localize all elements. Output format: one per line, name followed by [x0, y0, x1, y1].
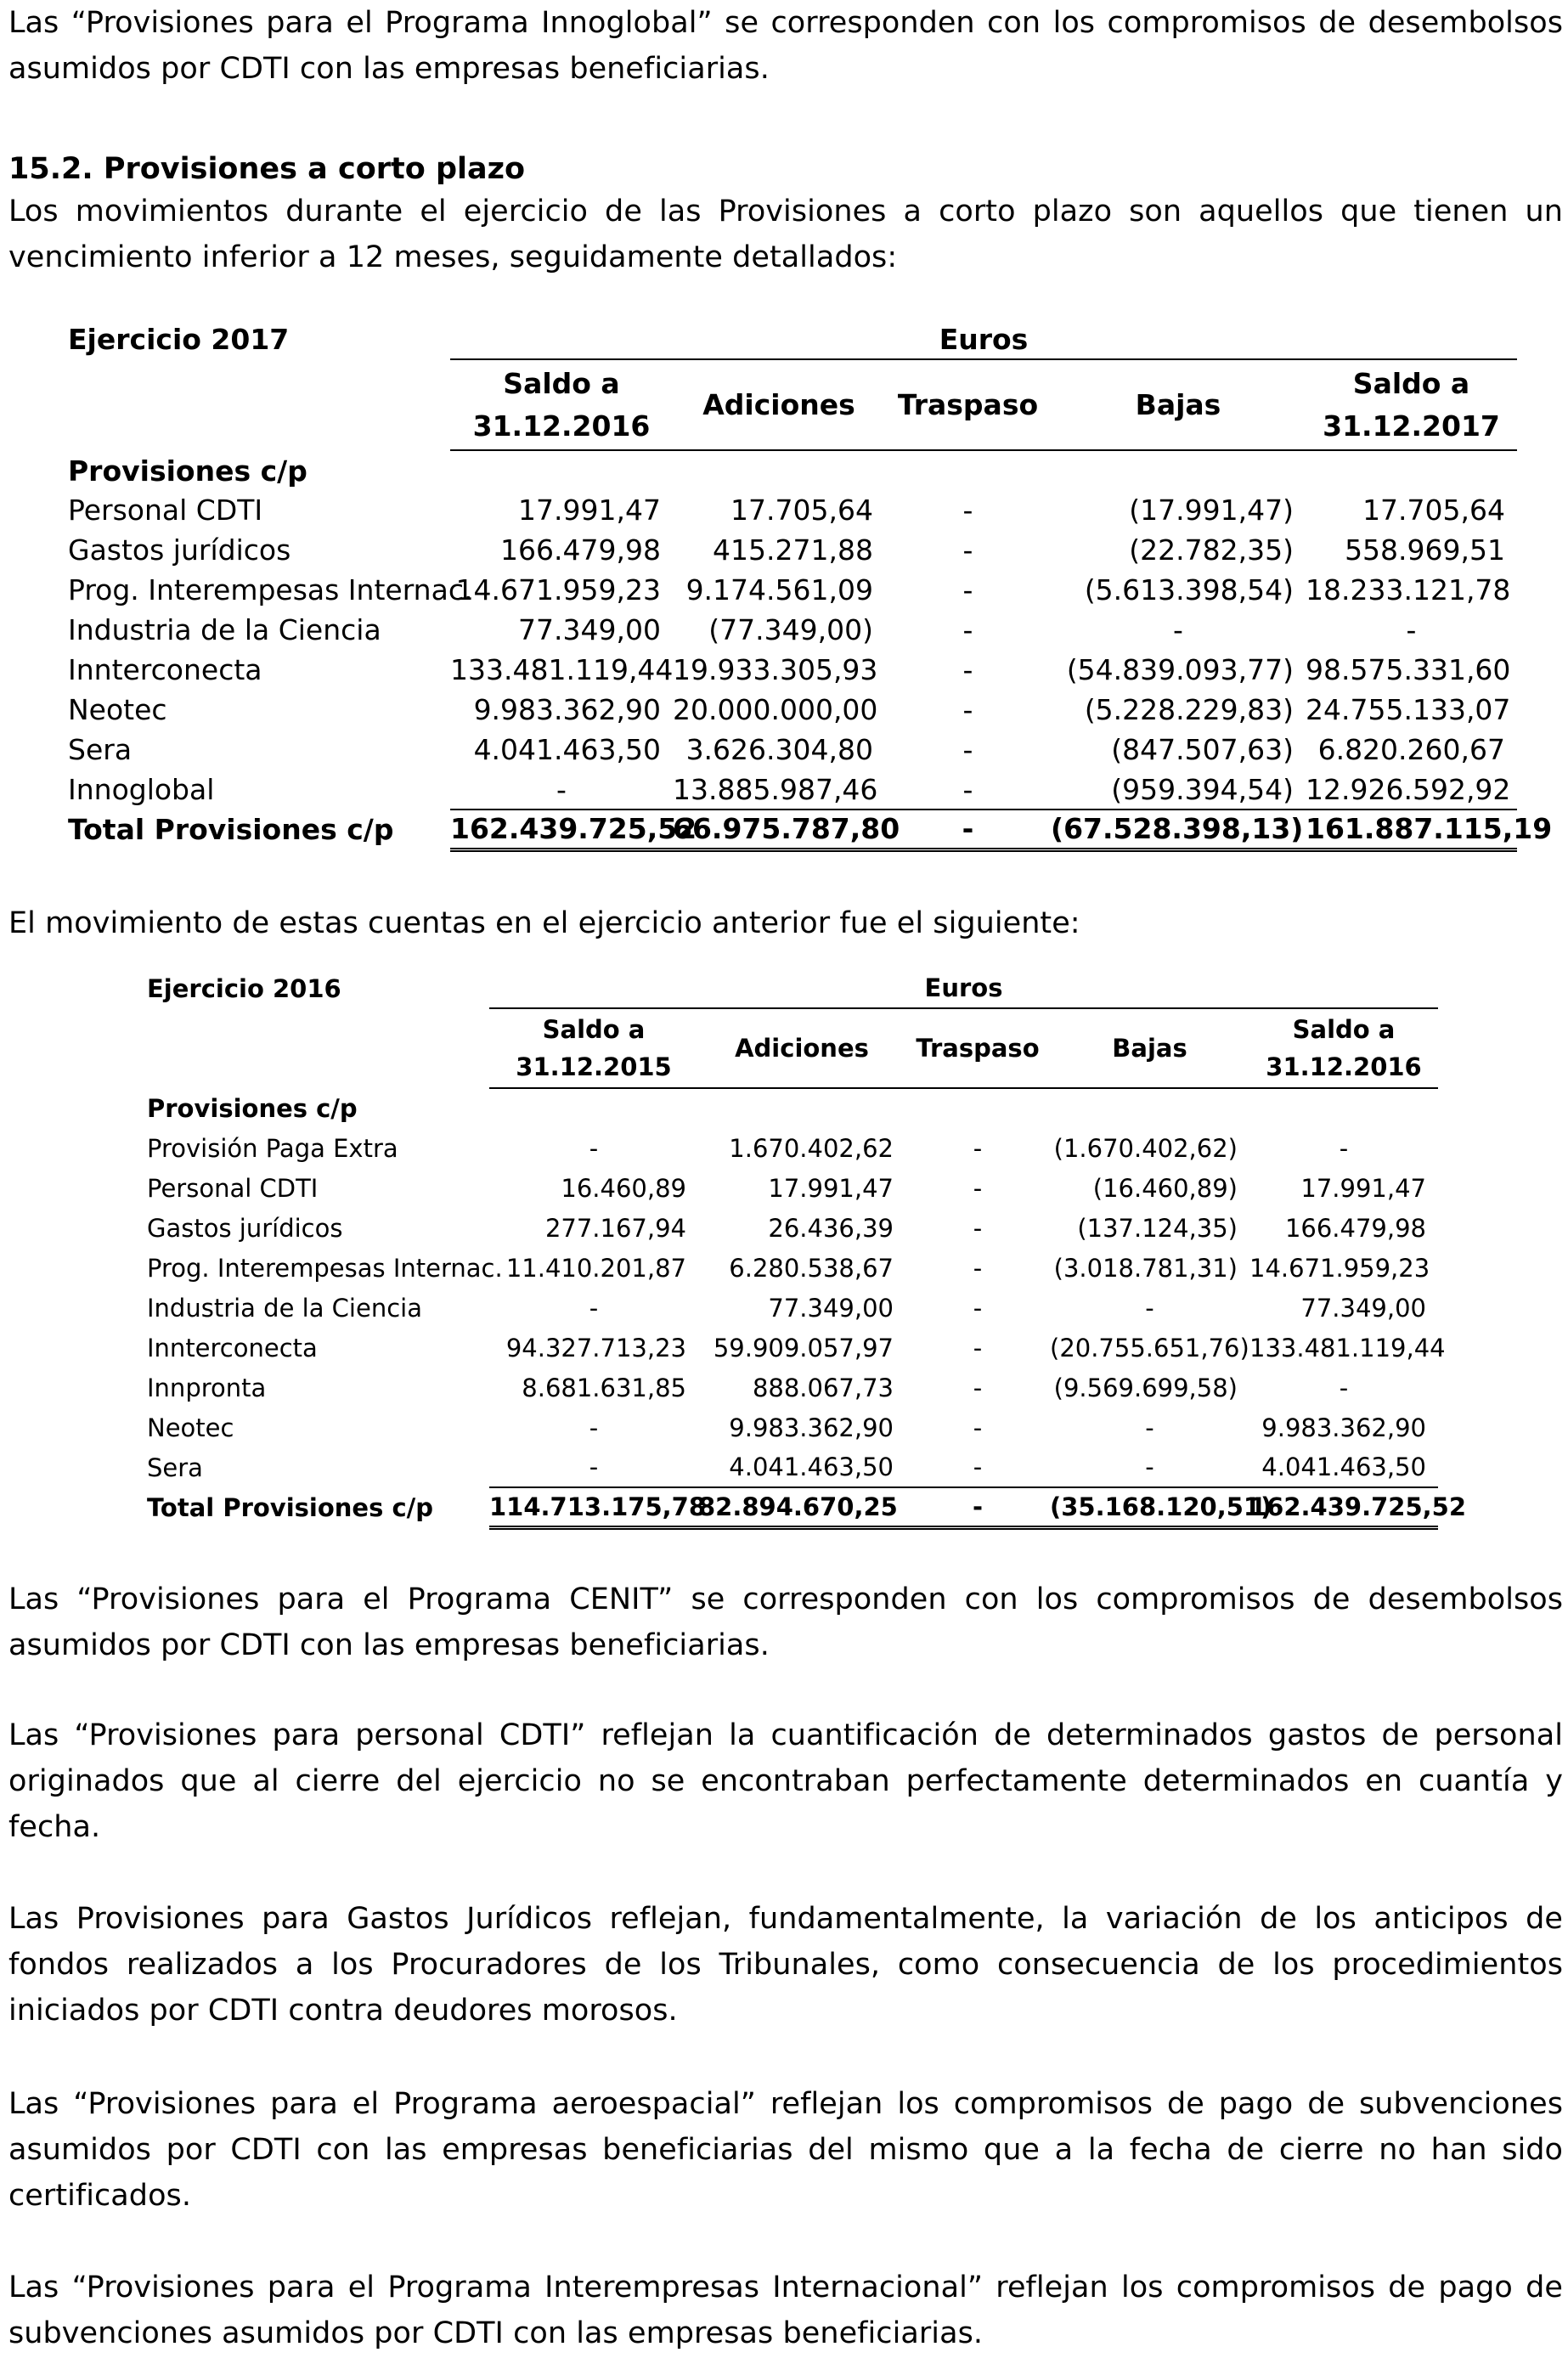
table-row: Industria de la Ciencia - 77.349,00 - - 77.349,00 [147, 1293, 1426, 1323]
table-row: Innterconecta 133.481.119,44 19.933.305,93 - (54.839.093,77) 98.575.331,60 [68, 653, 1511, 686]
currency-label: Euros [450, 319, 1517, 359]
provisions-table-2016 [147, 968, 1467, 1530]
table-row: Sera 4.041.463,50 3.626.304,80 - (847.507,63) 6.820.260,67 [68, 733, 1506, 766]
column-header-closing: Saldo a 31.12.2017 [1306, 359, 1517, 450]
table-row: Neotec - 9.983.362,90 - - 9.983.362,90 [147, 1413, 1426, 1442]
column-header-disposals: Bajas [1051, 359, 1306, 450]
column-header-transfer: Traspaso [905, 1008, 1050, 1088]
paragraph-legal-expenses: Las Provisiones para Gastos Jurídicos reflejan, fundamentalmente, la variación de los anticipos de fondos realizados a los Procuradores de los Tribunales, como consecuencia de los procedimientos iniciados por CDTI contra deudores morosos. [8, 1902, 1563, 2028]
intro-paragraph: Las “Provisiones para el Programa Innoglobal” se corresponden con los compromisos de desembolsos asumidos por CDTI con las empresas beneficiarias. [8, 6, 1563, 86]
column-header-disposals: Bajas [1050, 1008, 1249, 1088]
table-row: Prog. Interempesas Internac. 14.671.959,23 9.174.561,09 - (5.613.398,54) 18.233.121,78 [68, 573, 1511, 606]
table-row: Prog. Interempesas Internac. 11.410.201,87 6.280.538,67 - (3.018.781,31) 14.671.959,23 [147, 1253, 1430, 1283]
paragraph-personal: Las “Provisiones para personal CDTI” reflejan la cuantificación de determinados gastos de personal originados que al cierre del ejercicio no se encontraban perfectamente determinados en cuantía y fecha. [8, 1718, 1563, 1844]
group-label: Provisiones c/p [68, 454, 307, 488]
paragraph-aerospace: Las “Provisiones para el Programa aeroespacial” reflejan los compromisos de pago de subvenciones asumidos por CDTI con las empresas beneficiarias del mismo que a la fecha de cierre no han sido certificados. [8, 2087, 1563, 2213]
table-year-label: Ejercicio 2017 [68, 323, 290, 356]
paragraph-cenit: Las “Provisiones para el Programa CENIT” se corresponden con los compromisos de desembolsos asumidos por CDTI con las empresas beneficiarias. [8, 1582, 1563, 1662]
total-row: Total Provisiones c/p 162.439.725,52 66.975.787,80 - (67.528.398,13) 161.887.115,19 [68, 810, 1517, 849]
table-row: Provisión Paga Extra - 1.670.402,62 - (1.670.402,62) - [147, 1133, 1349, 1163]
table-row: Innoglobal - 13.885.987,46 - (959.394,54) 12.926.592,92 [68, 772, 1511, 806]
group-label: Provisiones c/p [147, 1094, 358, 1123]
table-row: Gastos jurídicos 166.479,98 415.271,88 - (22.782,35) 558.969,51 [68, 533, 1506, 567]
table-row: Personal CDTI 16.460,89 17.991,47 - (16.460,89) 17.991,47 [147, 1173, 1426, 1203]
section-heading: 15.2. Provisiones a corto plazo [8, 152, 526, 186]
between-text: El movimiento de estas cuentas en el ejercicio anterior fue el siguiente: [8, 906, 1080, 940]
table-row: Sera - 4.041.463,50 - - 4.041.463,50 [147, 1453, 1426, 1482]
column-header-additions: Adiciones [698, 1008, 905, 1088]
column-header-additions: Adiciones [673, 359, 885, 450]
total-row: Total Provisiones c/p 114.713.175,78 82.894.670,25 - (35.168.120,51) 162.439.725,52 [147, 1487, 1438, 1527]
column-header-opening: Saldo a 31.12.2015 [489, 1008, 698, 1088]
section-intro-paragraph: Los movimientos durante el ejercicio de las Provisiones a corto plazo son aquellos que tienen un vencimiento inferior a 12 meses, seguidamente detallados: [8, 195, 1563, 274]
table-row: Industria de la Ciencia 77.349,00 (77.349,00) - - - [68, 613, 1417, 646]
table-row: Neotec 9.983.362,90 20.000.000,00 - (5.228.229,83) 24.755.133,07 [68, 693, 1511, 726]
column-header-closing: Saldo a 31.12.2016 [1249, 1008, 1438, 1088]
column-header-transfer: Traspaso [885, 359, 1051, 450]
table-year-label: Ejercicio 2016 [147, 973, 341, 1003]
table-row: Personal CDTI 17.991,47 17.705,64 - (17.991,47) 17.705,64 [68, 494, 1506, 527]
table-row: Innterconecta 94.327.713,23 59.909.057,97 - (20.755.651,76) 133.481.119,44 [147, 1333, 1446, 1362]
currency-label: Euros [489, 968, 1438, 1008]
column-header-opening: Saldo a 31.12.2016 [450, 359, 673, 450]
table-row: Gastos jurídicos 277.167,94 26.436,39 - (137.124,35) 166.479,98 [147, 1213, 1426, 1243]
table-row: Innpronta 8.681.631,85 888.067,73 - (9.569.699,58) - [147, 1373, 1349, 1402]
provisions-table-2017 [68, 319, 1553, 852]
paragraph-interempresas: Las “Provisiones para el Programa Interempresas Internacional” reflejan los compromisos de pago de subvenciones asumidos por CDTI con las empresas beneficiarias. [8, 2271, 1563, 2350]
